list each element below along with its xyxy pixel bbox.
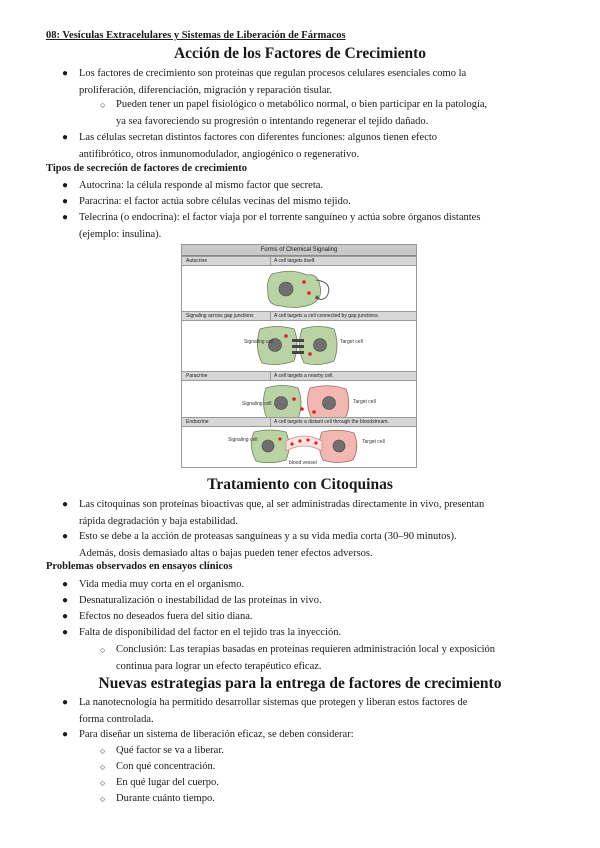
cell-nucleus [275,397,288,410]
blood-vessel-label: blood vessel [289,460,317,466]
figure-row-gap-junctions: Signaling across gap junctions A cell targets a cell connected by gap junctions. [182,311,416,321]
figure-row-paracrine: Paracrine A cell targets a nearby cell. [182,371,416,381]
signal-molecule [284,334,288,338]
bullet-icon: ● [62,611,69,622]
signal-molecule [307,291,311,295]
circle-bullet-icon: ○ [100,645,106,655]
gap-junction [292,339,304,342]
list-item: ● Telecrina (o endocrina): el factor viaja por el torrente sanguíneo y actúa sobre órganos distantes (ejemplo: insulina). [62,212,481,240]
list-item: ● Las citoquinas son proteínas bioactivas que, al ser administradas directamente in vivo, presentan rápida degradación y baja estabilidad. [62,499,485,527]
figure-title: Forms of Chemical Signaling [182,245,416,256]
figure-panel-autocrine [182,266,416,311]
circle-bullet-icon: ○ [100,778,106,788]
subheading-clinical-problems: Problemas observados en ensayos clínicos [46,561,233,572]
circle-bullet-icon: ○ [100,746,106,756]
list-item: ● Esto se debe a la acción de proteasas sanguíneas y a su vida media corta (30–90 minutos). Además, dosis demasiado altas o bajas pueden tener efectos adversos. [62,531,457,559]
gap-junction [292,351,304,354]
bullet-icon: ● [62,196,69,207]
circle-bullet-icon: ○ [100,794,106,804]
figure-panel-gap-junctions [182,321,416,371]
target-cell-label: Target cell [340,339,363,345]
cell-nucleus [279,282,293,296]
signal-molecule [312,410,316,414]
bullet-icon: ● [62,697,69,708]
signaling-cell-label: Signaling cell [228,437,258,443]
list-item: ○ Pueden tener un papel fisiológico o metabólico normal, o bien participar en la patología, ya sea favoreciendo su progresión o intentando regenerar el tejido dañado. [100,99,488,127]
bullet-icon: ● [62,68,69,79]
document-header: 08: Vesículas Extracelulares y Sistemas de Liberación de Fármacos [46,30,346,41]
signal-molecule [292,397,296,401]
signal-molecule [290,442,293,445]
list-item: ○ Qué factor se va a liberar. [116,743,546,760]
bullet-icon: ● [62,212,69,223]
signaling-cell-label: Signaling cell [242,401,272,407]
list-item: ● La nanotecnología ha permitido desarrollar sistemas que protegen y liberan estos factores de forma controlada. [62,697,468,725]
section-title-new-strategies: Nuevas estrategias para la entrega de factores de crecimiento [98,675,502,692]
figure-row-autocrine: Autocrine A cell targets itself. [182,256,416,266]
signal-molecule [278,437,281,440]
circle-bullet-icon: ○ [100,100,106,110]
list-item: ○ Durante cuánto tiempo. [116,791,546,808]
figure-panel-endocrine [182,427,416,467]
list-item: ● Desnaturalización o inestabilidad de las proteínas in vivo. [79,593,549,610]
circle-bullet-icon: ○ [100,762,106,772]
section-title-cytokines: Tratamiento con Citoquinas [207,476,393,493]
cell-nucleus [314,339,327,352]
signal-molecule [308,352,312,356]
list-item: ● Los factores de crecimiento son proteínas que regulan procesos celulares esenciales como la proliferación, diferenciación, migración y reparación tisular. [62,68,467,96]
bullet-icon: ● [62,579,69,590]
list-item: ● Falta de disponibilidad del factor en el tejido tras la inyección. [79,625,549,642]
signal-molecule [314,441,317,444]
list-item: ● Vida media muy corta en el organismo. [79,577,549,594]
list-item: ● Las células secretan distintos factores con diferentes funciones: algunos tienen efecto antifibrótico, otros inmunomodulador, angiogénico o regenerativo. [62,132,438,160]
list-item: ● Para diseñar un sistema de liberación eficaz, se deben considerar: [79,727,549,744]
bullet-icon: ● [62,531,69,542]
bullet-icon: ● [62,595,69,606]
bullet-icon: ● [62,499,69,510]
figure-row-endocrine: Endocrine A cell targets a distant cell through the bloodstream. [182,417,416,427]
cell-nucleus [262,440,274,452]
subheading-secretion-types: Tipos de secreción de factores de crecimiento [46,163,248,174]
signaling-cell-label: Signaling cell [244,339,274,345]
gap-junction [292,345,304,348]
signal-molecule [306,438,309,441]
section-title-growth-factors: Acción de los Factores de Crecimiento [173,45,427,62]
list-item: ● Autocrina: la célula responde al mismo factor que secreta. [79,178,549,195]
bullet-icon: ● [62,729,69,740]
list-item: ● Efectos no deseados fuera del sitio diana. [79,609,549,626]
bullet-icon: ● [62,627,69,638]
list-item: ○ Con qué concentración. [116,759,546,776]
cell-nucleus [323,397,336,410]
bullet-icon: ● [62,180,69,191]
signal-molecule [302,280,306,284]
chemical-signaling-figure [181,244,417,468]
signal-molecule [300,407,304,411]
signaling-cell [268,271,321,307]
target-cell-label: Target cell [353,399,376,405]
cell-nucleus [333,440,345,452]
list-item: ● Paracrina: el factor actúa sobre células vecinas del mismo tejido. [79,194,549,211]
list-item: ○ En qué lugar del cuerpo. [116,775,546,792]
bullet-icon: ● [62,132,69,143]
target-cell-label: Target cell [362,439,385,445]
list-item: ○ Conclusión: Las terapias basadas en proteínas requieren administración local y exposición continua para lograr un efecto terapéutico eficaz. [100,644,496,672]
signal-molecule [298,439,301,442]
